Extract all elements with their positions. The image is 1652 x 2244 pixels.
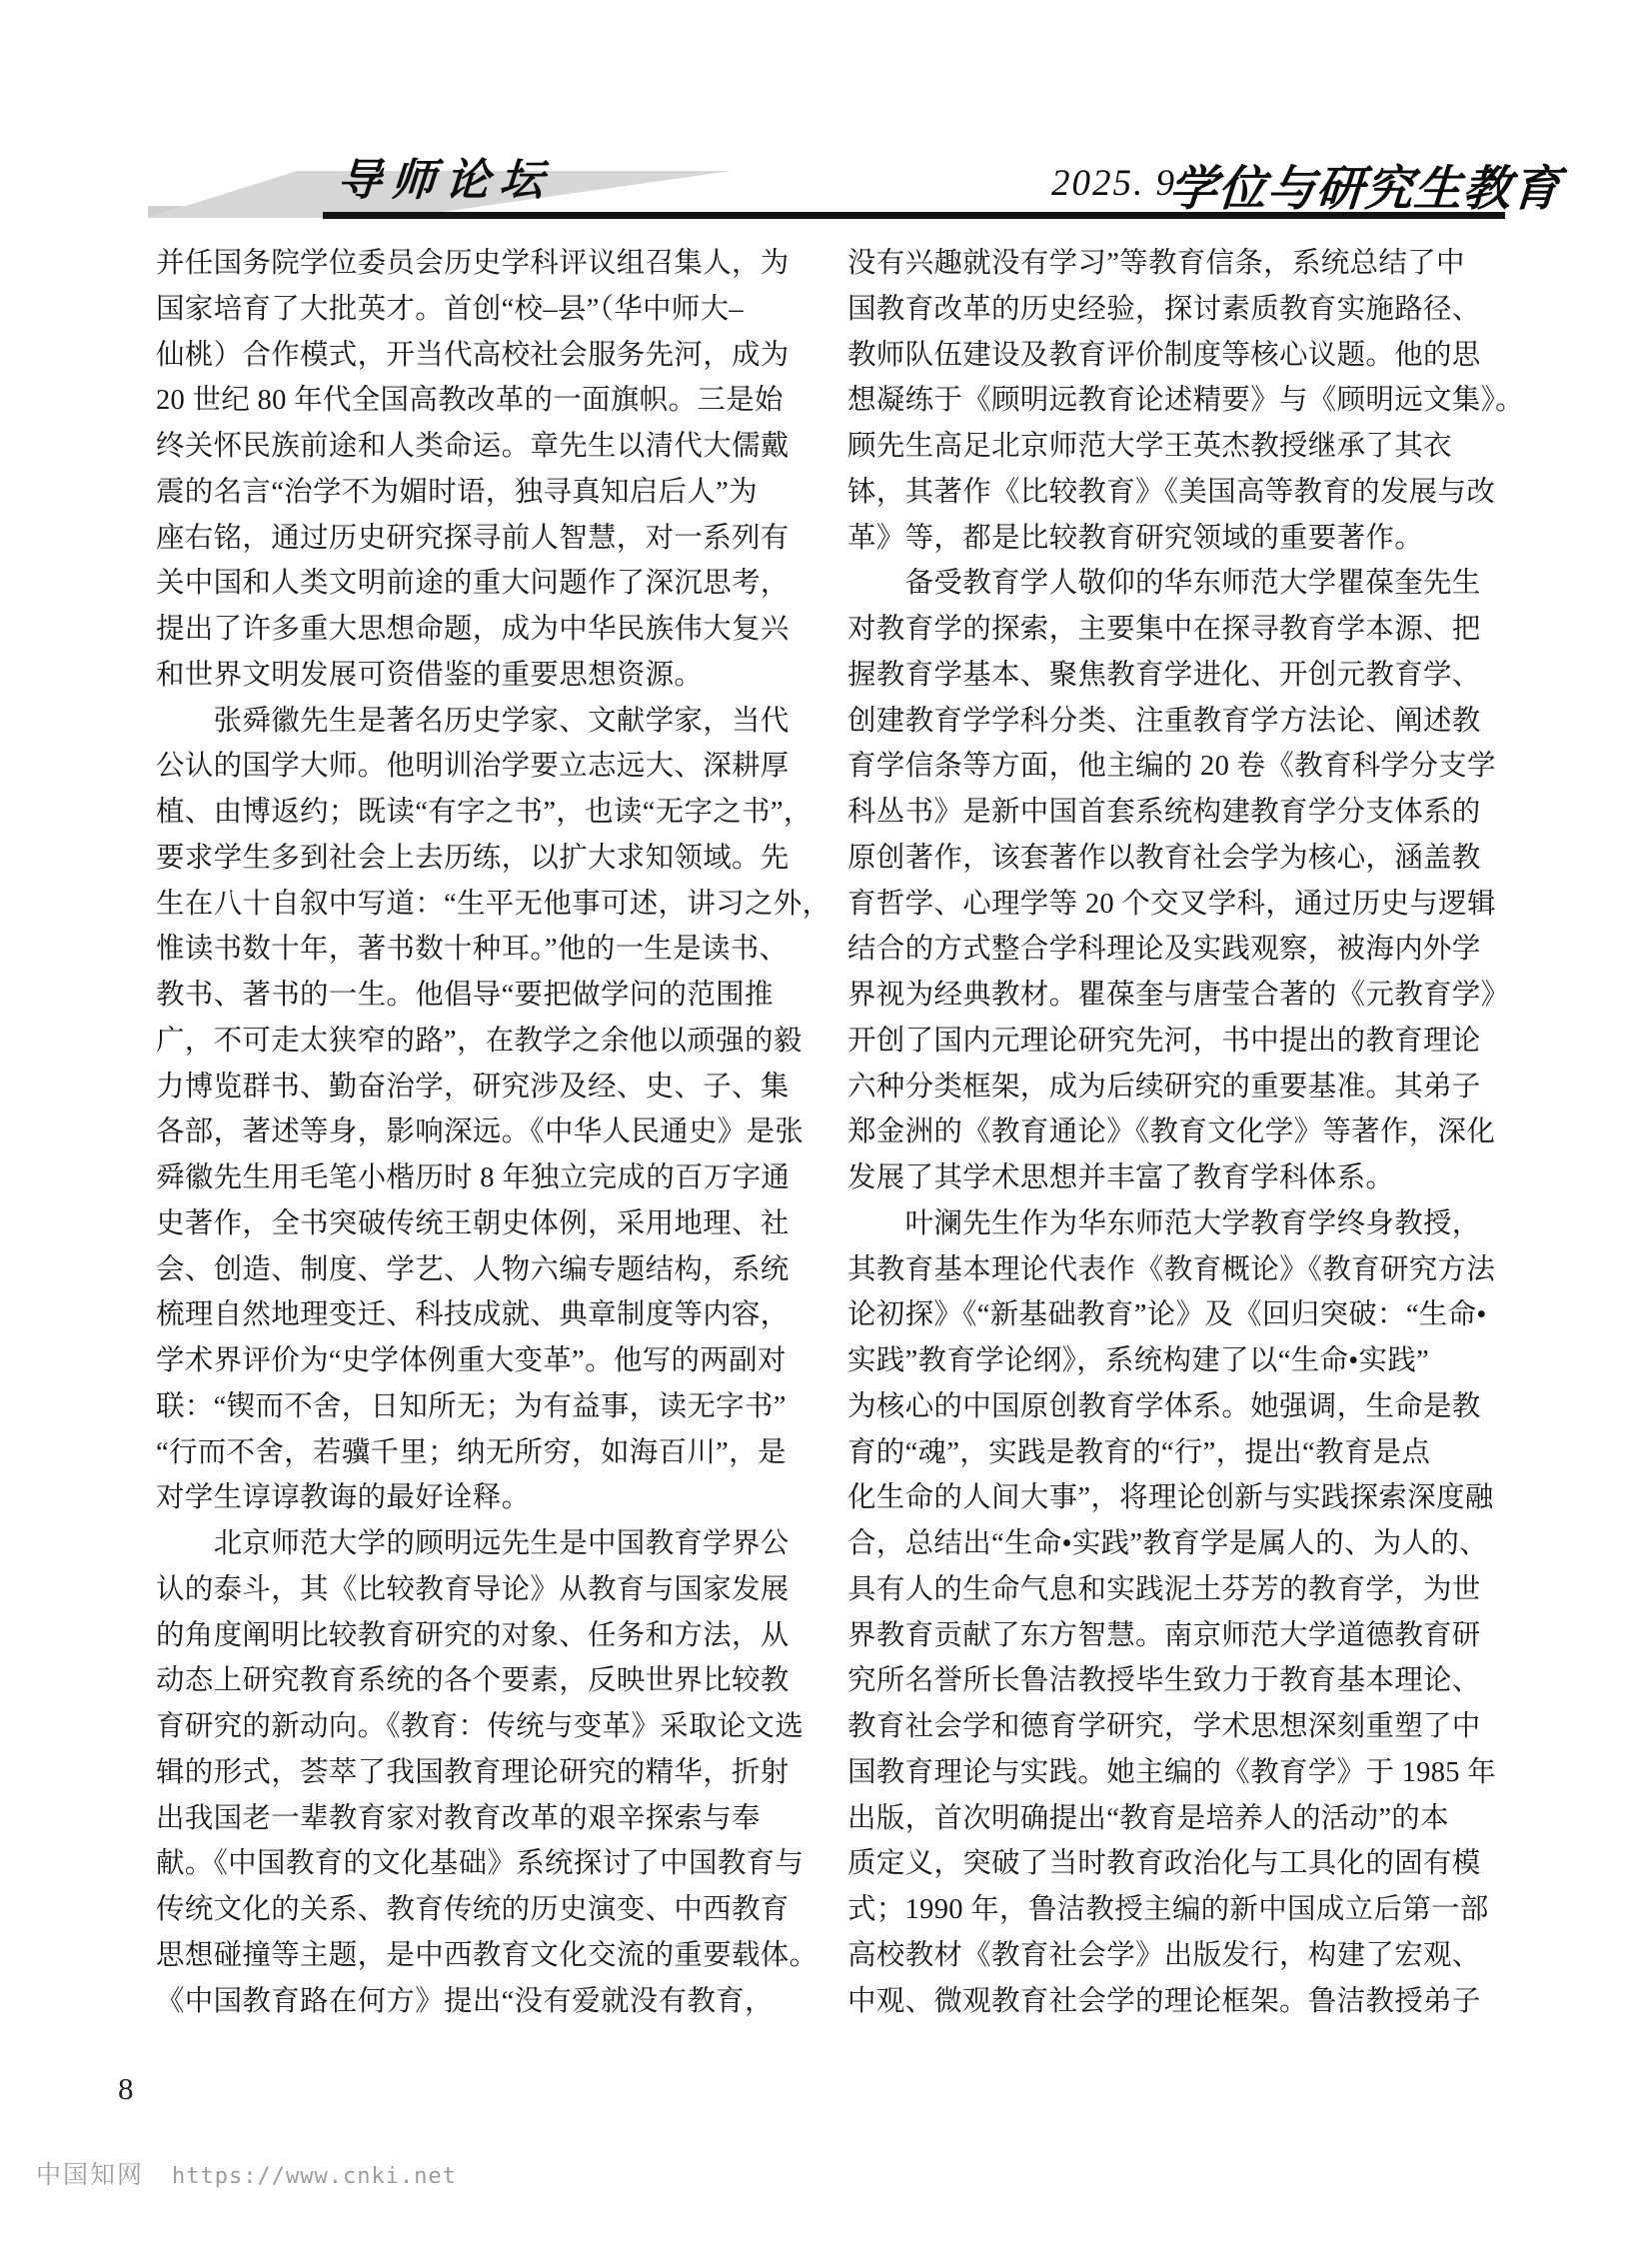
text-line: 生在八十自叙中写道：“生平无他事可述，讲习之外， [156,888,831,920]
text-line: 中观、微观教育社会学的理论框架。鲁洁教授弟子 [847,1985,1481,2017]
text-line: 公认的国学大师。他明训治学要立志远大、深耕厚 [156,751,790,783]
text-line: 育研究的新动向。《教育：传统与变革》采取论文选 [156,1711,805,1742]
text-line: 震的名言“治学不为媚时语，独寻真知启后人”为 [156,476,758,508]
text-line: 献。《中国教育的文化基础》系统探讨了中国教育与 [156,1848,805,1880]
text-line: 国教育理论与实践。她主编的《教育学》于 1985 年 [847,1756,1497,1788]
text-line: 国教育改革的历史经验，探讨素质教育实施路径、 [847,293,1481,325]
text-line: 界教育贡献了东方智慧。南京师范大学道德教育研 [847,1619,1481,1651]
text-line: 思想碰撞等主题，是中西教育文化交流的重要载体。 [156,1939,819,1971]
text-line: 对教育学的探索，主要集中在探寻教育学本源、把 [847,614,1481,645]
text-line: 育的“魂”，实践是教育的“行”，提出“教育是点 [847,1436,1431,1468]
text-line: 质定义，突破了当时教育政治化与工具化的固有模 [847,1848,1481,1880]
text-line: 各部，著述等身，影响深远。《中华人民通史》是张 [156,1117,805,1148]
text-line: 郑金洲的《教育通论》《教育文化学》等著作，深化 [847,1117,1496,1148]
section-label: 导师论坛 [335,156,556,205]
text-line: 惟读书数十年，著书数十种耳。”他的一生是读书、 [156,934,789,966]
text-line: 握教育学基本、聚焦教育学进化、开创元教育学、 [847,659,1481,691]
text-line: 教书、著书的一生。他倡导“要把做学问的范围推 [156,980,774,1011]
footer-site-name: 中国知网 [36,2162,145,2189]
text-line: 教师队伍建设及教育评价制度等核心议题。他的思 [847,339,1481,371]
text-line: 《中国教育路在何方》提出“没有爱就没有教育， [156,1985,774,2017]
text-line: 合，总结出“生命•实践”教育学是属人的、为人的、 [847,1528,1488,1559]
text-line: 辑的形式，荟萃了我国教育理论研究的精华，折射 [156,1756,790,1788]
text-line: 的角度阐明比较教育研究的对象、任务和方法，从 [156,1619,790,1651]
text-line: 史著作，全书突破传统王朝史体例，采用地理、社 [156,1207,790,1239]
text-line: 高校教材《教育社会学》出版发行，构建了宏观、 [847,1939,1481,1971]
text-line: 实践”教育学论纲》，系统构建了以“生命•实践” [847,1345,1430,1376]
left-column [156,241,831,2024]
text-line: 座右铭，通过历史研究探寻前人智慧，对一系列有 [156,522,790,554]
text-line: 育学信条等方面，他主编的 20 卷《教育科学分支学 [847,751,1496,783]
text-line: 其教育基本理论代表作《教育概论》《教育研究方法 [847,1253,1496,1285]
text-line: 育哲学、心理学等 20 个交叉学科，通过历史与逻辑 [847,888,1496,920]
text-line: 北京师范大学的顾明远先生是中国教育学界公 [156,1528,790,1559]
text-line: 科丛书》是新中国首套系统构建教育学分支体系的 [847,797,1481,828]
text-line: 原创著作，该套著作以教育社会学为核心，涵盖教 [847,842,1481,874]
text-line: 对学生谆谆教诲的最好诠释。 [156,1482,531,1514]
text-line: 关中国和人类文明前途的重大问题作了深沉思考， [156,568,790,600]
text-line: 广，不可走太狭窄的路”，在教学之余他以顽强的毅 [156,1025,803,1057]
text-line: 钵，其著作《比较教育》《美国高等教育的发展与改 [847,476,1496,508]
text-line: 出我国老一辈教育家对教育改革的艰辛探索与奉 [156,1802,761,1834]
text-line: 顾先生高足北京师范大学王英杰教授继承了其衣 [847,431,1452,462]
text-line: 提出了许多重大思想命题，成为中华民族伟大复兴 [156,614,790,645]
text-line: 备受教育学人敬仰的华东师范大学瞿葆奎先生 [847,568,1481,600]
text-line: 认的泰斗，其《比较教育导论》从教育与国家发展 [156,1573,790,1605]
text-line: 和世界文明发展可资借鉴的重要思想资源。 [156,659,704,691]
text-line: 创建教育学学科分类、注重教育学方法论、阐述教 [847,705,1481,737]
text-line: 20 世纪 80 年代全国高教改革的一面旗帜。三是始 [156,385,784,417]
text-line: 传统文化的关系、教育传统的历史演变、中西教育 [156,1894,790,1925]
text-line: 想凝练于《顾明远教育论述精要》与《顾明远文集》。 [847,385,1524,417]
text-line: 界视为经典教材。瞿葆奎与唐莹合著的《元教育学》 [847,980,1510,1011]
text-line: 动态上研究教育系统的各个要素，反映世界比较教 [156,1665,790,1697]
text-line: 革》等，都是比较教育研究领域的重要著作。 [847,522,1424,554]
text-line: 结合的方式整合学科理论及实践观察，被海内外学 [847,934,1481,966]
text-line: 论初探》《“新基础教育”论》及《回归突破：“生命• [847,1299,1487,1331]
text-line: 为核心的中国原创教育学体系。她强调，生命是教 [847,1390,1481,1422]
text-line: 化生命的人间大事”，将理论创新与实践探索深度融 [847,1482,1494,1514]
text-line: 要求学生多到社会上去历练，以扩大求知领域。先 [156,842,790,874]
text-line: 梳理自然地理变迁、科技成就、典章制度等内容， [156,1299,790,1331]
page-number: 8 [118,2071,134,2106]
text-line: 六种分类框架，成为后续研究的重要基准。其弟子 [847,1071,1481,1103]
text-line: 开创了国内元理论研究先河，书中提出的教育理论 [847,1025,1481,1057]
text-line: “行而不舍，若骥千里；纳无所穷，如海百川”，是 [156,1436,787,1468]
text-line: 会、创造、制度、学艺、人物六编专题结构，系统 [156,1253,790,1285]
text-line: 联：“锲而不舍，日知所无；为有益事，读无字书” [156,1390,787,1422]
text-line: 学术界评价为“史学体例重大变革”。他写的两副对 [156,1345,787,1376]
text-line: 张舜徽先生是著名历史学家、文献学家，当代 [156,705,790,737]
right-column [847,241,1524,2024]
text-line: 并任国务院学位委员会历史学科评议组召集人，为 [156,248,790,279]
text-line: 没有兴趣就没有学习”等教育信条，系统总结了中 [847,248,1465,279]
text-line: 叶澜先生作为华东师范大学教育学终身教授， [847,1207,1481,1239]
text-line: 植、由博返约；既读“有字之书”，也读“无字之书”， [156,797,813,828]
text-line: 力博览群书、勤奋治学，研究涉及经、史、子、集 [156,1071,790,1103]
text-line: 国家培育了大批英才。首创“校–县”（华中师大– [156,293,744,325]
text-line: 具有人的生命气息和实践泥土芬芳的教育学，为世 [847,1573,1481,1605]
issue-date: 2025. 9 [1051,163,1176,204]
text-line: 发展了其学术思想并丰富了教育学科体系。 [847,1162,1395,1193]
text-line: 仙桃）合作模式，开当代高校社会服务先河，成为 [156,339,790,371]
text-line: 究所名誉所长鲁洁教授毕生致力于教育基本理论、 [847,1665,1481,1697]
journal-title: 学位与研究生教育 [1166,163,1563,216]
text-line: 式；1990 年，鲁洁教授主编的新中国成立后第一部 [847,1894,1489,1925]
text-line: 出版，首次明确提出“教育是培养人的活动”的本 [847,1802,1449,1834]
text-line: 终关怀民族前途和人类命运。章先生以清代大儒戴 [156,431,790,462]
footer-url: https://www.cnki.net [172,2164,457,2189]
text-line: 教育社会学和德育学研究，学术思想深刻重塑了中 [847,1711,1481,1742]
text-line: 舜徽先生用毛笔小楷历时 8 年独立完成的百万字通 [156,1162,791,1193]
footer-watermark [36,2155,457,2191]
